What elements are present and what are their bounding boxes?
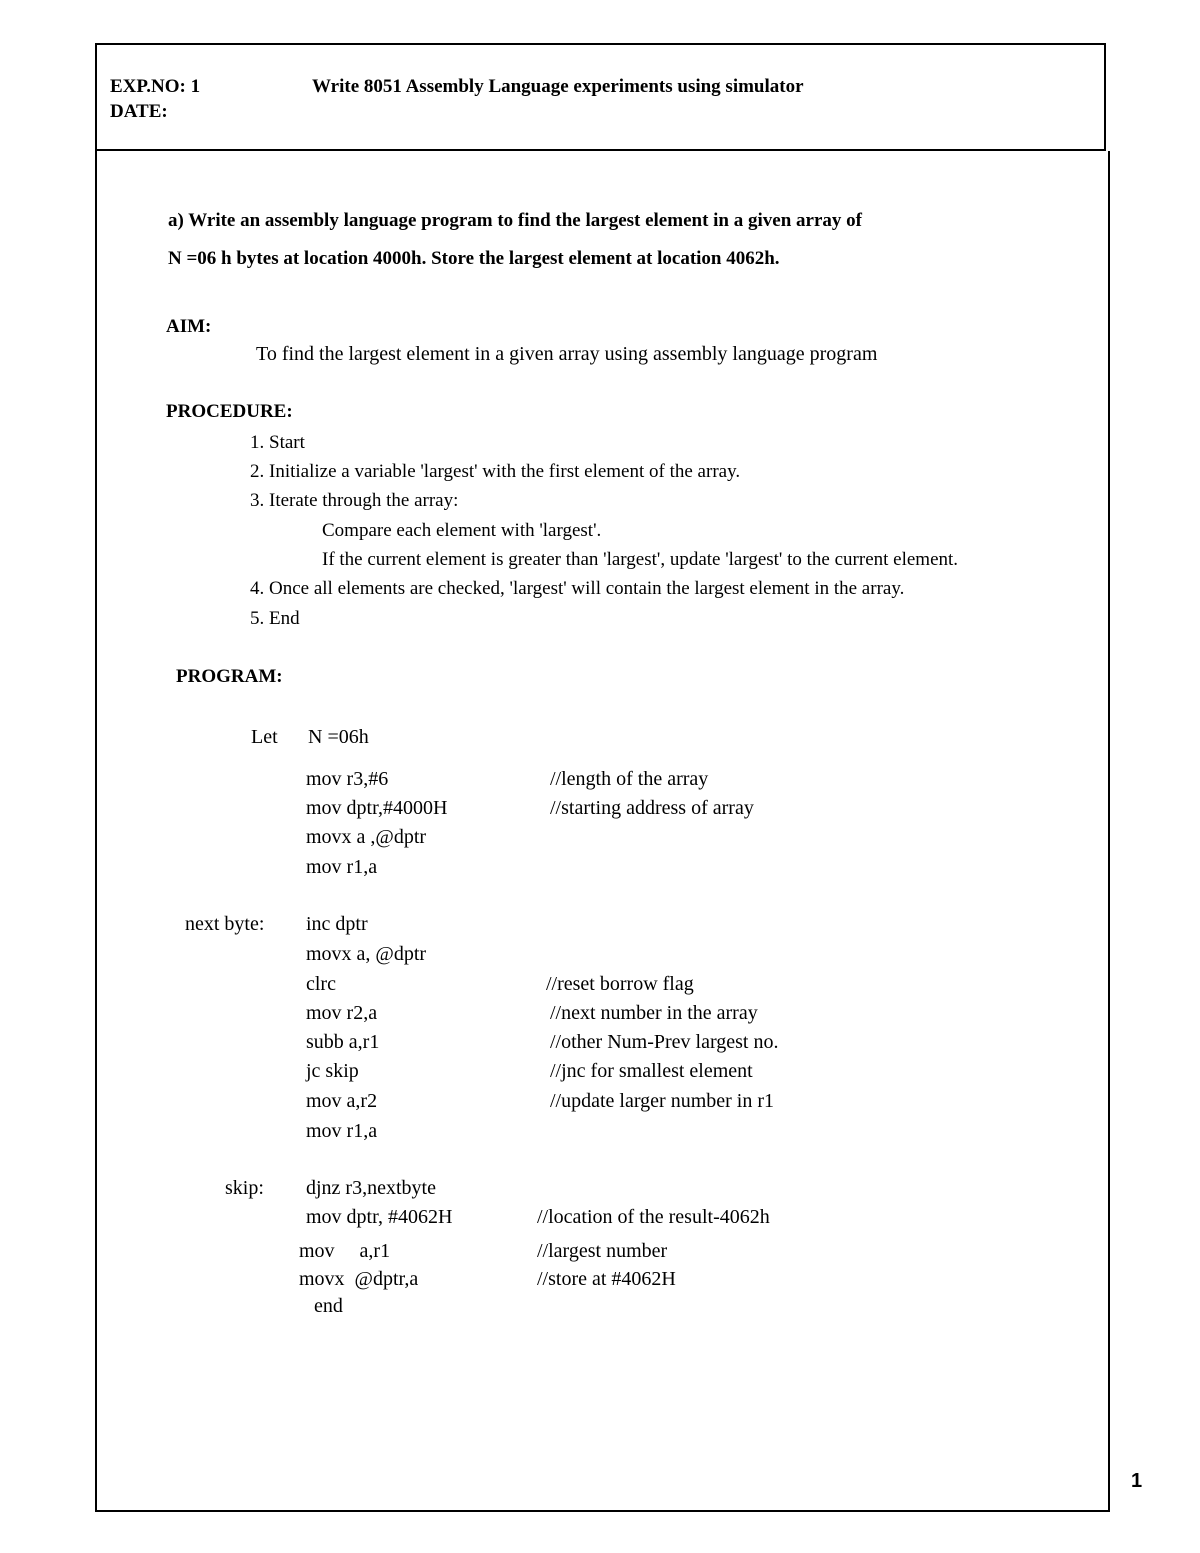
code-line: subb a,r1 <box>306 1031 380 1053</box>
code-line: mov r2,a <box>306 1002 378 1024</box>
question-line-1: a) Write an assembly language program to find the largest element in a given array of <box>168 210 862 231</box>
code-label: skip: <box>225 1177 264 1199</box>
code-comment: //starting address of array <box>550 797 754 819</box>
date-label: DATE: <box>110 101 168 122</box>
code-line: djnz r3,nextbyte <box>306 1177 436 1199</box>
experiment-title: Write 8051 Assembly Language experiments using simulator <box>312 76 804 97</box>
procedure-step: 2. Initialize a variable 'largest' with the first element of the array. <box>250 461 741 482</box>
code-line: movx a ,@dptr <box>306 826 427 848</box>
aim-text: To find the largest element in a given array using assembly language program <box>256 343 878 365</box>
procedure-step: 5. End <box>250 608 300 629</box>
code-comment: //location of the result-4062h <box>537 1206 770 1228</box>
code-comment: //other Num-Prev largest no. <box>550 1031 779 1053</box>
code-line: mov r1,a <box>306 1120 378 1142</box>
code-line: mov dptr, #4062H <box>306 1206 453 1228</box>
code-label: next byte: <box>185 913 265 935</box>
procedure-step: 1. Start <box>250 432 305 453</box>
procedure-heading: PROCEDURE: <box>166 401 293 422</box>
code-comment: //length of the array <box>550 768 709 790</box>
code-line: mov r3,#6 <box>306 768 389 790</box>
code-comment: //largest number <box>537 1240 668 1262</box>
let-label: Let <box>251 726 278 748</box>
code-line: mov a,r2 <box>306 1090 378 1112</box>
code-line: mov r1,a <box>306 856 378 878</box>
procedure-substep: If the current element is greater than 'largest', update 'largest' to the current element. <box>322 549 959 570</box>
code-line: movx @dptr,a <box>299 1268 419 1290</box>
aim-heading: AIM: <box>166 316 212 337</box>
program-heading: PROGRAM: <box>176 666 283 687</box>
code-comment: //store at #4062H <box>537 1268 676 1290</box>
code-line: end <box>314 1295 343 1317</box>
page-number: 1 <box>1131 1470 1143 1492</box>
procedure-substep: Compare each element with 'largest'. <box>322 520 602 541</box>
code-line: mov dptr,#4000H <box>306 797 448 819</box>
code-comment: //reset borrow flag <box>546 973 694 995</box>
code-line: inc dptr <box>306 913 368 935</box>
procedure-step: 4. Once all elements are checked, 'largest' will contain the largest element in the array. <box>250 578 905 599</box>
code-line: jc skip <box>306 1060 359 1082</box>
code-comment: //jnc for smallest element <box>550 1060 753 1082</box>
code-comment: //update larger number in r1 <box>550 1090 775 1112</box>
code-comment: //next number in the array <box>550 1002 758 1024</box>
exp-no: EXP.NO: 1 <box>110 76 201 97</box>
code-line: movx a, @dptr <box>306 943 427 965</box>
procedure-step: 3. Iterate through the array: <box>250 490 459 511</box>
code-line: clrc <box>306 973 336 995</box>
code-line: mov a,r1 <box>299 1240 391 1262</box>
question-line-2: N =06 h bytes at location 4000h. Store the largest element at location 4062h. <box>168 248 780 269</box>
let-value: N =06h <box>308 726 369 748</box>
